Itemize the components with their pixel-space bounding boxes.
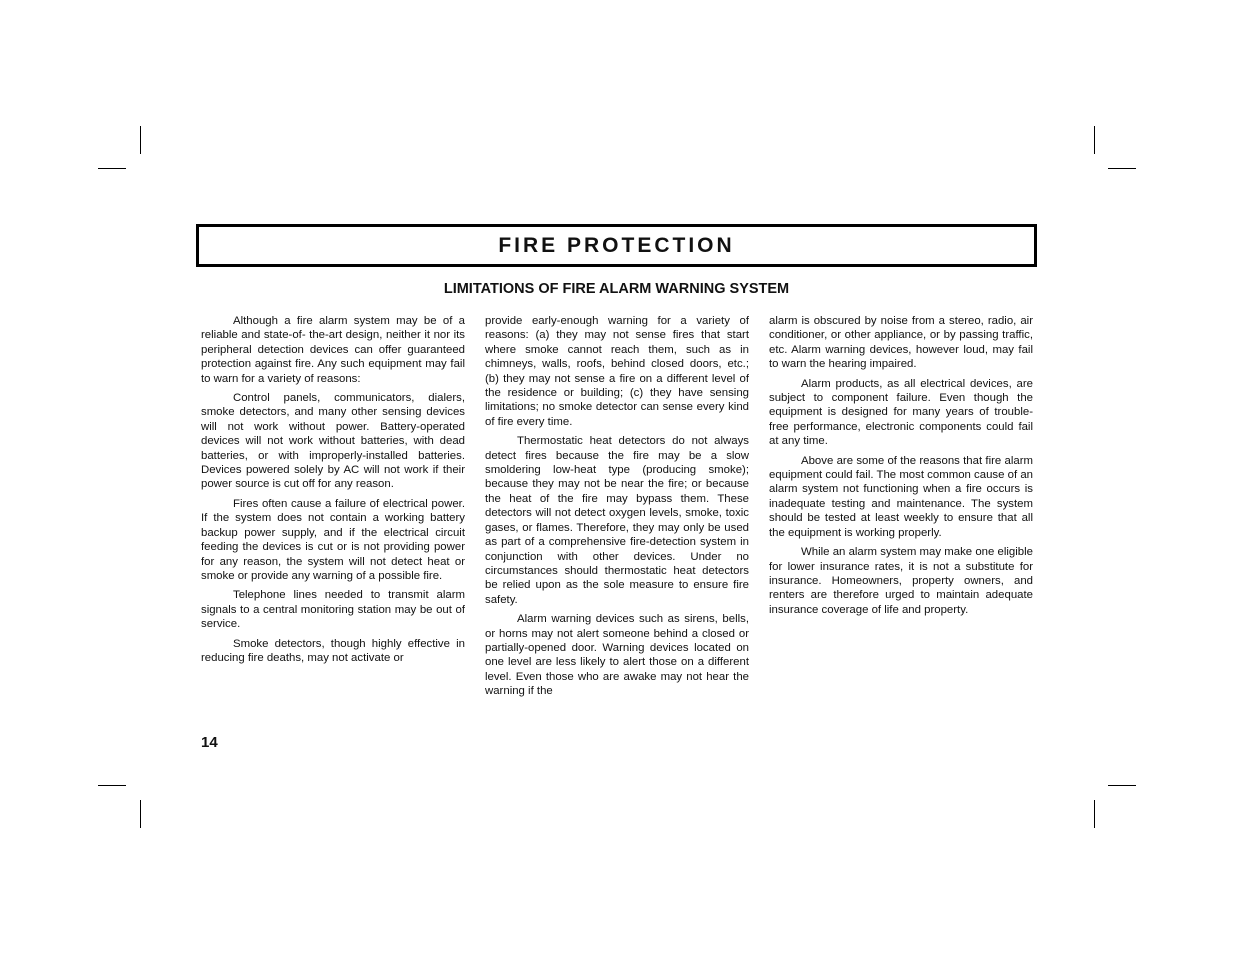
section-heading: LIMITATIONS OF FIRE ALARM WARNING SYSTEM xyxy=(443,281,790,297)
crop-mark-top-right-horizontal xyxy=(1108,168,1136,169)
paragraph: Alarm warning devices such as sirens, bells, or horns may not alert someone behind a closed or partially-opened door. Warning devices located on one level are less likely to alert those on a different level. Even those who are awake may not hear the warning if the xyxy=(485,613,749,698)
crop-mark-bottom-left-horizontal xyxy=(98,785,126,786)
paragraph: Control panels, communicators, dialers, smoke detectors, and many other sensing devices will not work without power. Battery-operated devices will not work without batteries, with dead batteries, or with improperly-installed batteries. Devices powered solely by AC will not work if their power source is cut off for any reason. xyxy=(201,392,465,491)
paragraph: Although a fire alarm system may be of a reliable and state-of- the-art design, neither it nor its peripheral detection devices can offer guaranteed protection against fire. Any such equipment may fail to warn for a variety of reasons: xyxy=(201,315,465,385)
page-title: FIRE PROTECTION xyxy=(498,233,735,257)
section-title-box xyxy=(196,224,1037,267)
text-column-2 xyxy=(485,314,749,714)
crop-mark-top-left-vertical xyxy=(140,126,141,154)
paragraph: Above are some of the reasons that fire alarm equipment could fail. The most common cause of an alarm system not functioning when a fire occurs is inadequate testing and maintenance. The system should be tested at least weekly to ensure that all the equipment is working properly. xyxy=(769,454,1033,539)
paragraph: Telephone lines needed to transmit alarm signals to a central monitoring station may be out of service. xyxy=(201,589,465,631)
paragraph: Thermostatic heat detectors do not always detect fires because the fire may be a slow smoldering low-heat type (producing smoke); because they may not be near the fire; or because the heat of the fire may bypass them. These detectors will not detect oxygen levels, smoke, toxic gases, or flames. Therefore, they may only be used as part of a comprehensive fire-detection system in conjunction with other devices. Under no circumstances should thermostatic heat detectors be relied upon as the sole measure to ensure fire safety. xyxy=(485,435,749,606)
crop-mark-bottom-right-vertical xyxy=(1094,800,1095,828)
paragraph: Fires often cause a failure of electrical power. If the system does not contain a working battery backup power supply, and if the electrical circuit feeding the devices is cut or is not providing power for any reason, the system will not detect heat or smoke or provide any warning of a possible fire. xyxy=(201,497,465,582)
paragraph: Alarm products, as all electrical devices, are subject to component failure. Even though the equipment is designed for many years of trouble-free performance, electronic components could fail at any time. xyxy=(769,377,1033,448)
crop-mark-top-left-horizontal xyxy=(98,168,126,169)
paragraph: While an alarm system may make one eligible for lower insurance rates, it is not a substitute for insurance. Homeowners, property owners, and renters are therefore urged to maintain adequate insurance coverage of life and property. xyxy=(769,546,1033,616)
crop-mark-bottom-right-horizontal xyxy=(1108,785,1136,786)
page-number: 14 xyxy=(201,734,218,751)
crop-mark-top-right-vertical xyxy=(1094,126,1095,154)
paragraph: alarm is obscured by noise from a stereo, radio, air conditioner, or other appliance, or by passing traffic, etc. Alarm warning devices, however loud, may fail to warn the hearing impaired. xyxy=(769,315,1033,371)
text-column-1 xyxy=(201,314,465,714)
crop-mark-bottom-left-vertical xyxy=(140,800,141,828)
text-column-3 xyxy=(769,314,1033,714)
paragraph: provide early-enough warning for a variety of reasons: (a) they may not sense fires that start where smoke cannot reach them, such as in chimneys, walls, roofs, behind closed doors, etc.; (b) they may not sense a fire on a different level of the residence or building; (c) they have sensing limitations; no smoke detector can sense every kind of fire every time. xyxy=(485,315,749,428)
paragraph: Smoke detectors, though highly effective in reducing fire deaths, may not activate or xyxy=(201,637,465,664)
